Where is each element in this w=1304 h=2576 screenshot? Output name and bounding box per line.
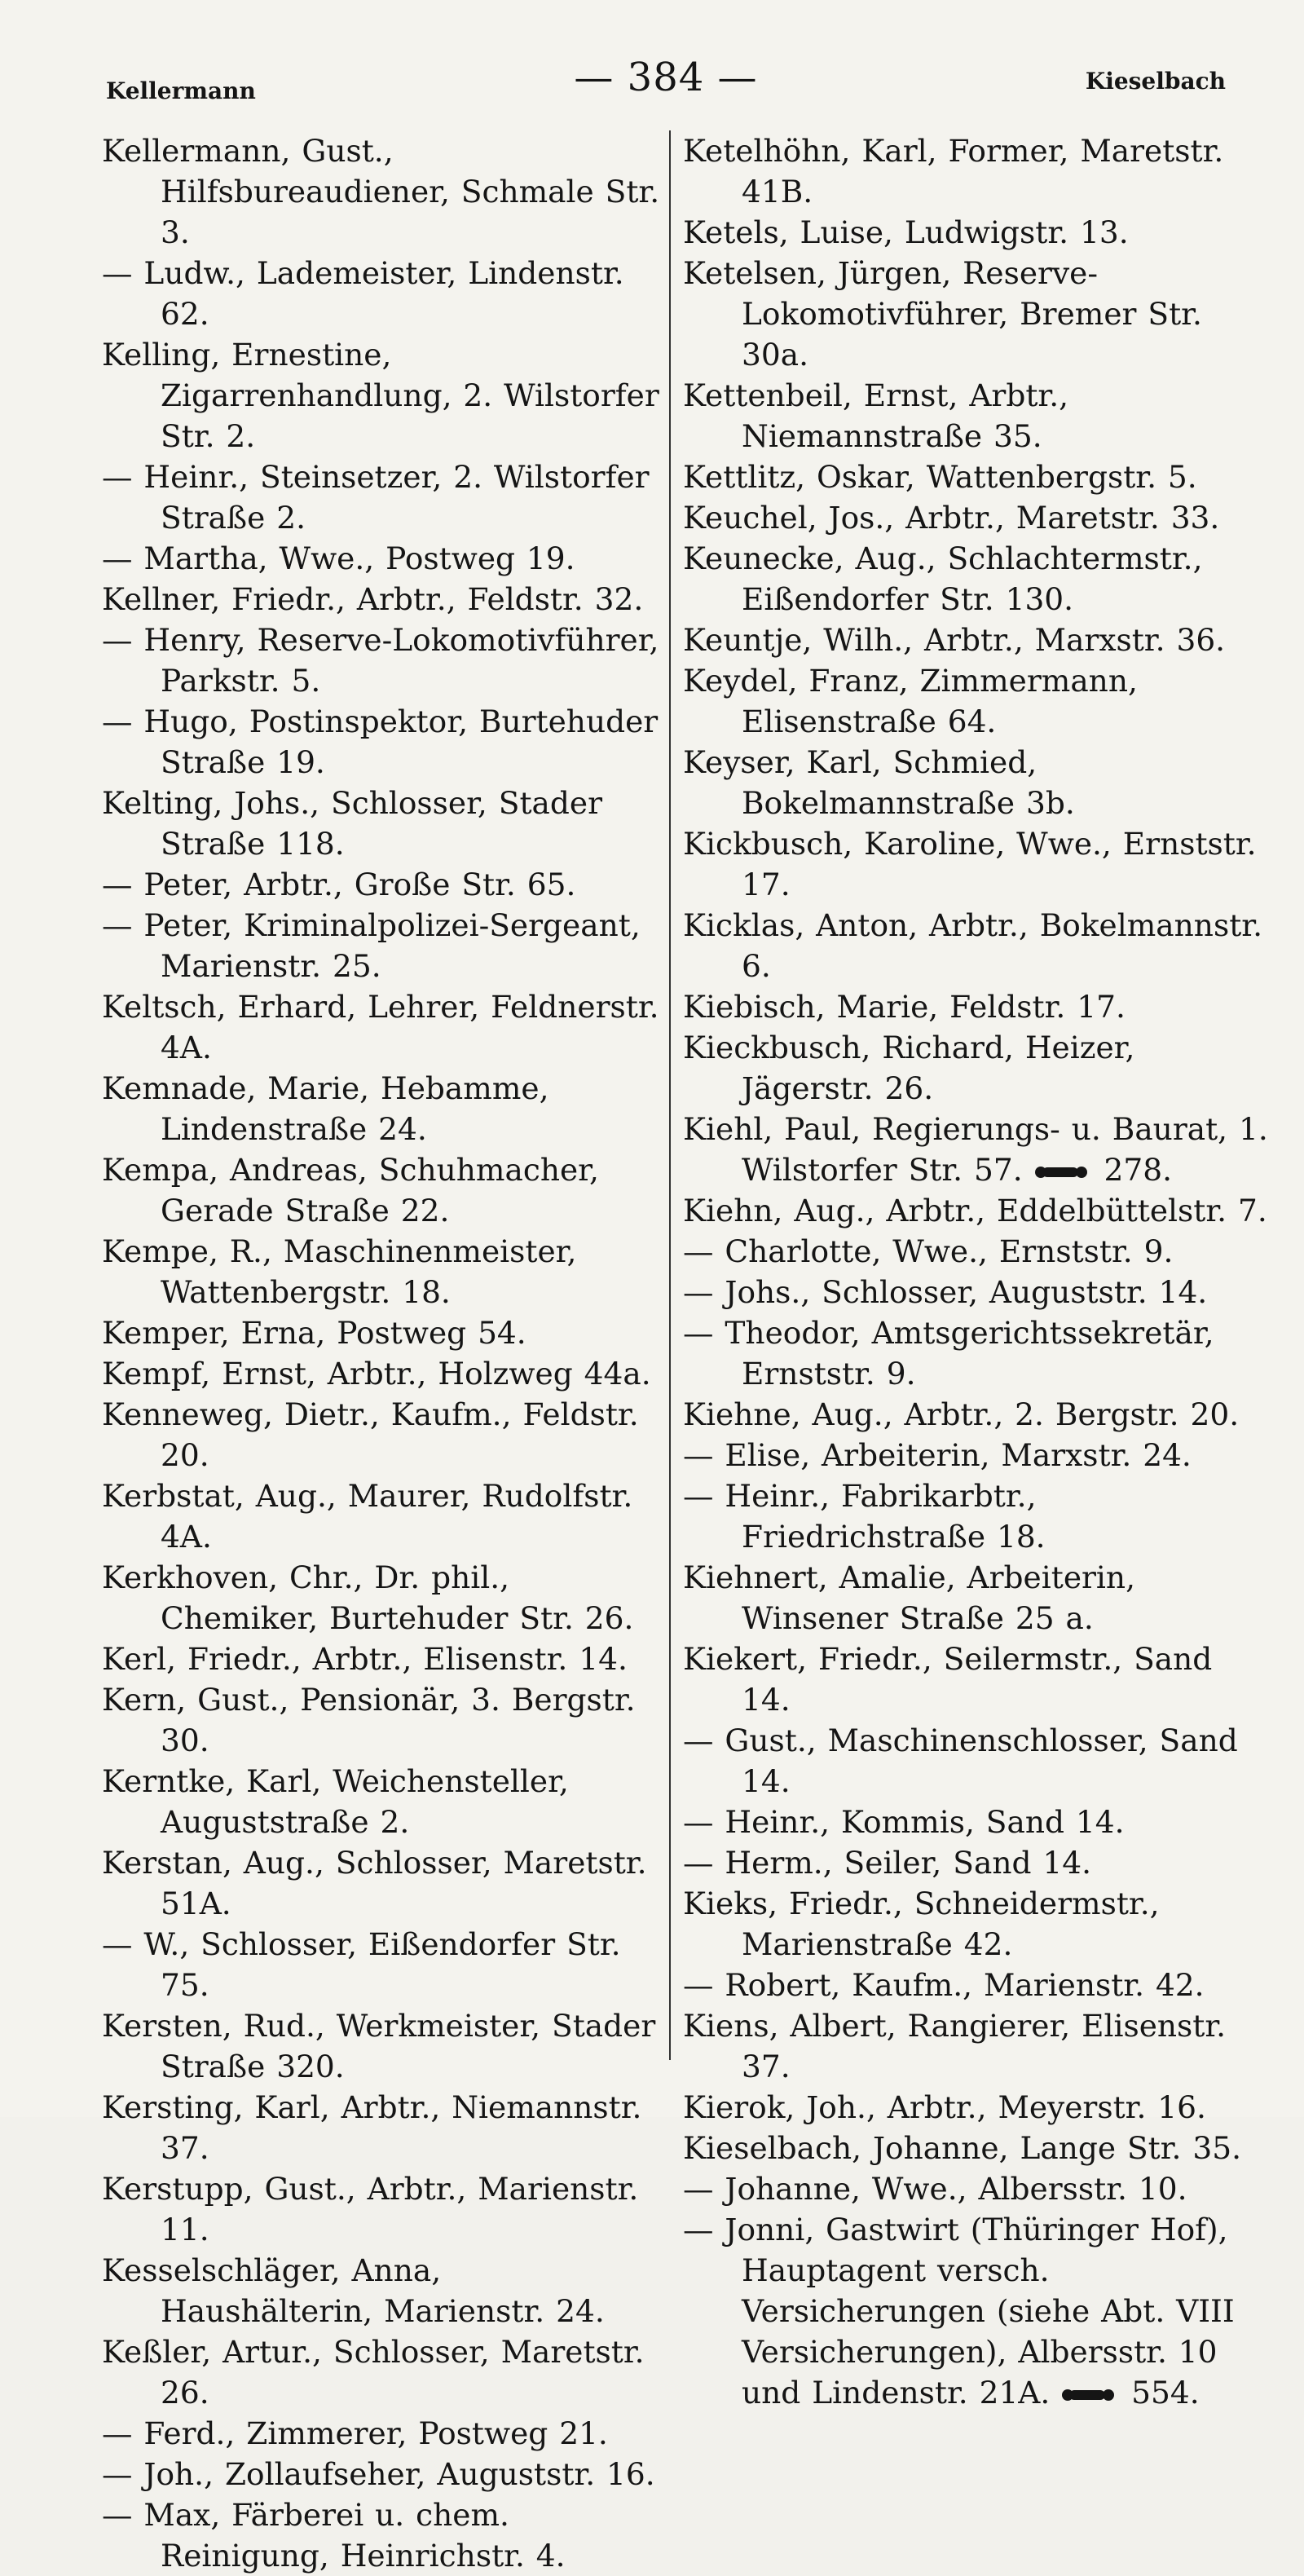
directory-entry: Kellermann, Gust., Hilfsbureaudiener, Schmale Str. 3. xyxy=(102,133,660,250)
right-column xyxy=(683,130,1270,2413)
directory-entry: Kiekert, Friedr., Seilermstr., Sand 14. xyxy=(683,1641,1213,1718)
directory-entry: Kersting, Karl, Arbtr., Niemannstr. 37. xyxy=(102,2089,642,2166)
directory-entry: Kemper, Erna, Postweg 54. xyxy=(102,1315,526,1351)
directory-entry: — Charlotte, Wwe., Ernststr. 9. xyxy=(683,1233,1174,1269)
header-right-keyword: Kieselbach xyxy=(1085,68,1226,95)
directory-entry: — Joh., Zollaufseher, Auguststr. 16. xyxy=(102,2456,655,2492)
directory-entry: Keßler, Artur., Schlosser, Maretstr. 26. xyxy=(102,2334,645,2411)
directory-entry: — Jonni, Gastwirt (Thüringer Hof), Hauptagent versch. Versicherungen (siehe Abt. VIII Versicherungen), Albersstr. 10 und Lindenstr. 21A. 554. xyxy=(683,2212,1235,2411)
directory-entry: — Theodor, Amtsgerichtssekretär, Ernststr. 9. xyxy=(683,1315,1214,1392)
directory-entry: — Ludw., Lademeister, Lindenstr. 62. xyxy=(102,255,624,332)
telephone-icon xyxy=(1034,1162,1088,1183)
directory-entry: Keuchel, Jos., Arbtr., Maretstr. 33. xyxy=(683,500,1220,536)
directory-entry: — Johs., Schlosser, Auguststr. 14. xyxy=(683,1274,1208,1310)
directory-entry: Keydel, Franz, Zimmermann, Elisenstraße 64. xyxy=(683,663,1138,739)
directory-entry: Kettlitz, Oskar, Wattenbergstr. 5. xyxy=(683,459,1197,495)
telephone-icon xyxy=(1061,2384,1115,2406)
directory-entry: Kerntke, Karl, Weichensteller, Auguststraße 2. xyxy=(102,1763,569,1840)
directory-entry: Kieks, Friedr., Schneidermstr., Marienstraße 42. xyxy=(683,1886,1160,1962)
page-number: — 384 — xyxy=(574,55,758,100)
directory-entry: Kerstupp, Gust., Arbtr., Marienstr. 11. xyxy=(102,2171,639,2247)
directory-entry: Keuntje, Wilh., Arbtr., Marxstr. 36. xyxy=(683,622,1226,658)
directory-entry: — Peter, Kriminalpolizei-Sergeant, Marienstr. 25. xyxy=(102,907,641,984)
directory-entry: Kierok, Joh., Arbtr., Meyerstr. 16. xyxy=(683,2089,1206,2125)
directory-entry: Kerbstat, Aug., Maurer, Rudolfstr. 4A. xyxy=(102,1478,633,1555)
directory-entry: — Peter, Arbtr., Große Str. 65. xyxy=(102,867,576,902)
directory-entry: Kemnade, Marie, Hebamme, Lindenstraße 24. xyxy=(102,1070,549,1147)
directory-entry: Kerl, Friedr., Arbtr., Elisenstr. 14. xyxy=(102,1641,628,1677)
directory-entry: — Heinr., Kommis, Sand 14. xyxy=(683,1804,1125,1840)
directory-entry: — Johanne, Wwe., Albersstr. 10. xyxy=(683,2171,1187,2207)
directory-entry: Kenneweg, Dietr., Kaufm., Feldstr. 20. xyxy=(102,1396,639,1473)
directory-entry: Kersten, Rud., Werkmeister, Stader Straße 320. xyxy=(102,2008,656,2084)
directory-entry: Keunecke, Aug., Schlachtermstr., Eißendorfer Str. 130. xyxy=(683,540,1203,617)
left-column xyxy=(102,130,660,2576)
directory-entry: Kiens, Albert, Rangierer, Elisenstr. 37. xyxy=(683,2008,1227,2084)
directory-entry: Kiehne, Aug., Arbtr., 2. Bergstr. 20. xyxy=(683,1396,1240,1432)
directory-entry: Kerstan, Aug., Schlosser, Maretstr. 51A. xyxy=(102,1845,647,1921)
directory-entry: Kempe, R., Maschinenmeister, Wattenbergstr. 18. xyxy=(102,1233,577,1310)
directory-entry: — Henry, Reserve-Lokomotivführer, Parkstr. 5. xyxy=(102,622,659,699)
directory-entry: — Heinr., Fabrikarbtr., Friedrichstraße 18. xyxy=(683,1478,1046,1555)
directory-entry: Kelting, Johs., Schlosser, Stader Straße 118. xyxy=(102,785,603,862)
directory-entry: Kern, Gust., Pensionär, 3. Bergstr. 30. xyxy=(102,1682,636,1758)
directory-entry: Keyser, Karl, Schmied, Bokelmannstraße 3b. xyxy=(683,744,1075,821)
directory-entry: Kelling, Ernestine, Zigarrenhandlung, 2. Wilstorfer Str. 2. xyxy=(102,337,659,454)
directory-entry: Kerkhoven, Chr., Dr. phil., Chemiker, Burtehuder Str. 26. xyxy=(102,1559,634,1636)
directory-entry: Kicklas, Anton, Arbtr., Bokelmannstr. 6. xyxy=(683,907,1262,984)
directory-entry: — Gust., Maschinenschlosser, Sand 14. xyxy=(683,1722,1238,1799)
directory-entry: Kellner, Friedr., Arbtr., Feldstr. 32. xyxy=(102,581,644,617)
directory-entry: Kiehnert, Amalie, Arbeiterin, Winsener Straße 25 a. xyxy=(683,1559,1136,1636)
directory-entry: — Herm., Seiler, Sand 14. xyxy=(683,1845,1092,1881)
directory-entry: — Heinr., Steinsetzer, 2. Wilstorfer Straße 2. xyxy=(102,459,650,536)
directory-entry: — Robert, Kaufm., Marienstr. 42. xyxy=(683,1967,1205,2003)
directory-entry: Kiehn, Aug., Arbtr., Eddelbüttelstr. 7. xyxy=(683,1193,1267,1228)
directory-entry: Ketelhöhn, Karl, Former, Maretstr. 41B. xyxy=(683,133,1224,210)
directory-entry: Kempf, Ernst, Arbtr., Holzweg 44a. xyxy=(102,1356,651,1392)
directory-entry: — Ferd., Zimmerer, Postweg 21. xyxy=(102,2415,608,2451)
directory-entry: Ketelsen, Jürgen, Reserve-Lokomotivführer, Bremer Str. 30a. xyxy=(683,255,1202,373)
header-left-keyword: Kellermann xyxy=(106,77,256,104)
directory-entry: — Max, Färberei u. chem. Reinigung, Heinrichstr. 4. xyxy=(102,2497,566,2574)
page-header xyxy=(106,45,1226,110)
column-divider xyxy=(669,130,671,2060)
directory-entry: Kiebisch, Marie, Feldstr. 17. xyxy=(683,989,1126,1025)
directory-entry: — Elise, Arbeiterin, Marxstr. 24. xyxy=(683,1437,1192,1473)
directory-entry: Kiehl, Paul, Regierungs- u. Baurat, 1. Wilstorfer Str. 57. 278. xyxy=(683,1111,1268,1188)
directory-entry: Kettenbeil, Ernst, Arbtr., Niemannstraße 35. xyxy=(683,377,1069,454)
directory-entry: Kickbusch, Karoline, Wwe., Ernststr. 17. xyxy=(683,826,1257,902)
directory-entry: Ketels, Luise, Ludwigstr. 13. xyxy=(683,214,1129,250)
directory-entry: — Hugo, Postinspektor, Burtehuder Straße 19. xyxy=(102,704,659,780)
directory-entry: Keltsch, Erhard, Lehrer, Feldnerstr. 4A. xyxy=(102,989,659,1065)
directory-entry: Kieselbach, Johanne, Lange Str. 35. xyxy=(683,2130,1242,2166)
directory-entry: — W., Schlosser, Eißendorfer Str. 75. xyxy=(102,1926,621,2003)
directory-entry: Kempa, Andreas, Schuhmacher, Gerade Straße 22. xyxy=(102,1152,599,1228)
directory-entry: Kieckbusch, Richard, Heizer, Jägerstr. 26. xyxy=(683,1030,1135,1106)
directory-entry: — Martha, Wwe., Postweg 19. xyxy=(102,540,575,576)
directory-entry: Kesselschläger, Anna, Haushälterin, Marienstr. 24. xyxy=(102,2252,605,2329)
